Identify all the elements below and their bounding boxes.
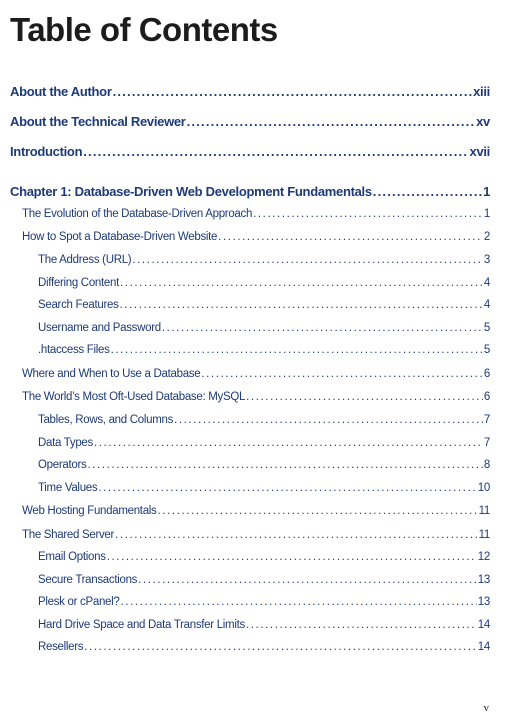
dot-leader (246, 619, 477, 631)
dot-leader (162, 322, 483, 334)
toc-entry-title: Differing Content (38, 277, 119, 289)
toc-entry[interactable] (22, 368, 490, 380)
toc-section-entry[interactable] (10, 184, 490, 199)
dot-leader (98, 482, 476, 494)
dot-leader (113, 84, 473, 99)
toc-entry-title: Web Hosting Fundamentals (22, 505, 157, 517)
toc-entry-title: Username and Password (38, 322, 161, 334)
toc-entry-title: The Evolution of the Database-Driven Approach (22, 208, 253, 220)
toc-entry[interactable] (38, 551, 490, 563)
dot-leader (107, 551, 477, 563)
toc-entry-title: How to Spot a Database-Driven Website (22, 231, 218, 243)
dot-leader (84, 641, 477, 653)
dot-leader (120, 299, 483, 311)
dot-leader (121, 596, 477, 608)
toc-entry-page-number: xvii (469, 144, 490, 159)
toc-entry-page-number: 2 (483, 231, 490, 243)
toc-entry[interactable] (38, 344, 490, 356)
toc-entry-title: The Shared Server (22, 529, 115, 541)
toc-entry[interactable] (38, 619, 490, 631)
toc-entry-page-number: 12 (477, 551, 490, 563)
toc-entry-page-number: 14 (477, 641, 490, 653)
toc-entry-page-number: 5 (483, 322, 490, 334)
toc-entry[interactable] (22, 505, 490, 517)
dot-leader (187, 114, 476, 129)
toc-entry-title: Email Options (38, 551, 106, 563)
dot-leader (115, 529, 478, 541)
toc-entry[interactable] (22, 231, 490, 243)
dot-leader (94, 437, 483, 449)
toc-entry-title: Introduction (10, 144, 83, 159)
dot-leader (132, 254, 483, 266)
dot-leader (158, 505, 478, 517)
toc-entry-page-number: 13 (477, 574, 490, 586)
toc-entry[interactable] (38, 299, 490, 311)
toc-entry-page-number: 11 (478, 505, 490, 517)
dot-leader (120, 277, 483, 289)
dot-leader (138, 574, 477, 586)
toc-entry-page-number: 4 (483, 299, 490, 311)
dot-leader (246, 391, 483, 403)
toc-entry[interactable] (22, 208, 490, 220)
toc-entry-title: Data Types (38, 437, 93, 449)
toc-entry[interactable] (38, 641, 490, 653)
toc-entry-title: Secure Transactions (38, 574, 138, 586)
toc-entry-page-number: 7 (483, 414, 490, 426)
toc-entry-page-number: 4 (483, 277, 490, 289)
toc-entry-page-number: 1 (483, 208, 490, 220)
toc-entry-page-number: 8 (483, 459, 490, 471)
dot-leader (174, 414, 483, 426)
toc-entry-title: .htaccess Files (38, 344, 110, 356)
toc-entry-title: Plesk or cPanel? (38, 596, 120, 608)
toc-section-entry[interactable] (10, 114, 490, 129)
toc-section-entry[interactable] (10, 144, 490, 159)
toc-entry-page-number: 7 (483, 437, 490, 449)
toc-entry[interactable] (38, 322, 490, 334)
dot-leader (111, 344, 483, 356)
toc-entry-title: Chapter 1: Database-Driven Web Development Fundamentals (10, 184, 372, 199)
toc-entry-page-number: 1 (483, 184, 490, 199)
toc-entry[interactable] (38, 277, 490, 289)
dot-leader (201, 368, 483, 380)
page-title: Table of Contents (10, 11, 278, 48)
toc-entry[interactable] (38, 437, 490, 449)
toc-entry[interactable] (38, 482, 490, 494)
toc-entry-page-number: 6 (483, 391, 490, 403)
dot-leader (373, 184, 482, 199)
toc-entry-title: Operators (38, 459, 87, 471)
toc-entry-page-number: 11 (478, 529, 490, 541)
toc-entry-page-number: xv (476, 114, 490, 129)
dot-leader (253, 208, 483, 220)
toc-entry-page-number: 10 (477, 482, 490, 494)
toc-entry-page-number: 6 (483, 368, 490, 380)
toc-entry[interactable] (38, 414, 490, 426)
toc-entry-page-number: 13 (477, 596, 490, 608)
toc-entry[interactable] (38, 459, 490, 471)
toc-section-entry[interactable] (10, 84, 490, 99)
dot-leader (218, 231, 483, 243)
toc-entry-title: Resellers (38, 641, 84, 653)
toc-entry[interactable] (22, 529, 490, 541)
toc-entry-title: Tables, Rows, and Columns (38, 414, 174, 426)
toc-entry-title: Search Features (38, 299, 119, 311)
toc-entry-page-number: 5 (483, 344, 490, 356)
toc-entry-title: Hard Drive Space and Data Transfer Limits (38, 619, 245, 631)
page-number: v (483, 702, 489, 714)
toc-entry-title: The World’s Most Oft-Used Database: MySQL (22, 391, 246, 403)
toc-entry-title: About the Author (10, 84, 112, 99)
toc-entry[interactable] (22, 391, 490, 403)
toc-entry-title: Where and When to Use a Database (22, 368, 201, 380)
toc-entry-title: Time Values (38, 482, 98, 494)
toc-entry-page-number: xiii (473, 84, 490, 99)
dot-leader (87, 459, 482, 471)
toc-entry-title: About the Technical Reviewer (10, 114, 186, 129)
toc-entry[interactable] (38, 596, 490, 608)
toc-entry[interactable] (38, 574, 490, 586)
toc-entry-page-number: 3 (483, 254, 490, 266)
dot-leader (83, 144, 468, 159)
toc-entry-page-number: 14 (477, 619, 490, 631)
toc-entry[interactable] (38, 254, 490, 266)
toc-entry-title: The Address (URL) (38, 254, 132, 266)
